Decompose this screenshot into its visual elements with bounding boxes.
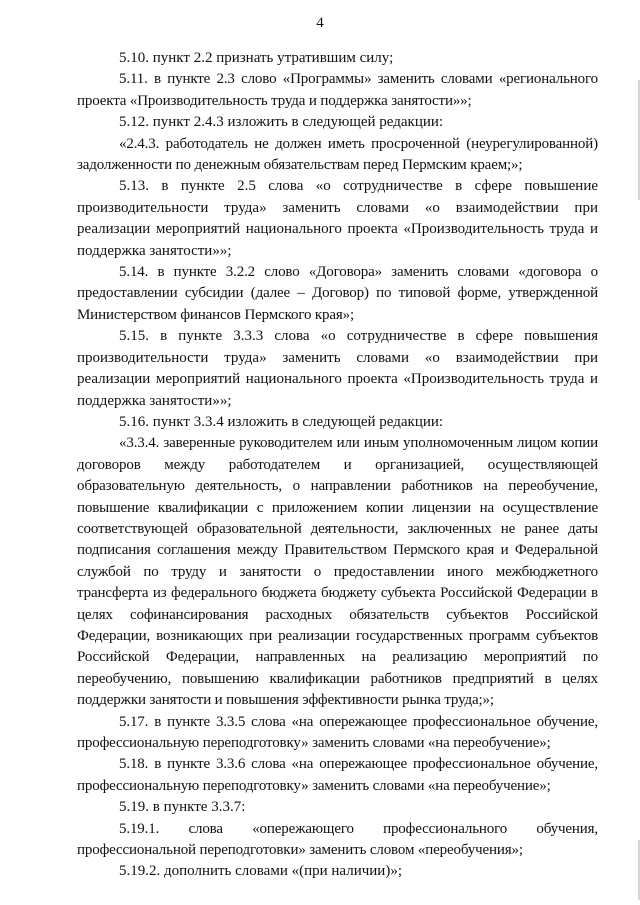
page-number: 4 [316,15,324,31]
paragraph-5-19-1: 5.19.1. слова «опережающего профессионального обучения, профессиональной переподготовки» заменить словом «переобучения»; [77,820,598,859]
paragraph-5-12: 5.12. пункт 2.4.3 изложить в следующей редакции: [119,114,444,131]
paragraph-5-18: 5.18. в пункте 3.3.6 слова «на опережающее профессиональное обучение, профессиональную переподготовку» заменить словами «на переобучение»; [77,756,598,794]
paragraph-5-13: 5.13. в пункте 2.5 слова «о сотрудничестве в сфере повышение производительности труда» заменить словами «о взаимодействии при реализации мероприятий национального проекта «Производительность труда и поддержка занятости»»; [77,178,598,259]
paragraph-5-15: 5.15. в пункте 3.3.3 слова «о сотрудничестве в сфере повышения производительности труда» заменить словами «о взаимодействии при реализации мероприятий национального проекта «Производительность труда и поддержка занятости»»; [77,328,598,409]
paragraph-2-4-3-quote: «2.4.3. работодатель не должен иметь просроченной (неурегулированной) задолженности по денежным обязательствам перед Пермским краем;»; [77,135,598,174]
paragraph-5-16: 5.16. пункт 3.3.4 изложить в следующей редакции: [119,413,444,430]
document-body [77,48,598,883]
paragraph-5-14: 5.14. в пункте 3.2.2 слово «Договора» заменить словами «договора о предоставлении субсидии (далее – Договор) по типовой форме, утвержденной Министерством финансов Пермского края»; [77,264,598,323]
paragraph-3-3-4-quote: «3.3.4. заверенные руководителем или иным уполномоченным лицом копии договоров между работодателем и организацией, осуществляющей образовательную деятельность, о направлении работников на переобучение, повышение квалификации с приложением копии лицензии на осуществление соответствующей образовательной деятельности, заключенных не ранее даты подписания соглашения между Правительством Пермского края и Федеральной службой по труду и занятости о предоставлении иного межбюджетного трансферта из федерального бюджета бюджету субъекта Российской Федерации в целях софинансирования расходных обязательств субъектов Российской Федерации, возникающих при реализации государственных программ субъектов Российской Федерации, направленных на реализацию мероприятий по переобучению, повышению квалификации работников предприятий в целях поддержки занятости и повышения эффективности рынка труда;»; [77,435,598,709]
paragraph-5-19: 5.19. в пункте 3.3.7: [119,799,246,816]
paragraph-5-19-2: 5.19.2. дополнить словами «(при наличии)»; [119,863,402,880]
paragraph-5-10: 5.10. пункт 2.2 признать утратившим силу; [119,50,394,66]
paragraph-5-11: 5.11. в пункте 2.3 слово «Программы» заменить словами «регионального проекта «Производительность труда и поддержка занятости»»; [77,71,598,109]
paragraph-5-17: 5.17. в пункте 3.3.5 слова «на опережающее профессиональное обучение, профессиональную переподготовку» заменить словами «на переобучение»; [77,713,598,751]
